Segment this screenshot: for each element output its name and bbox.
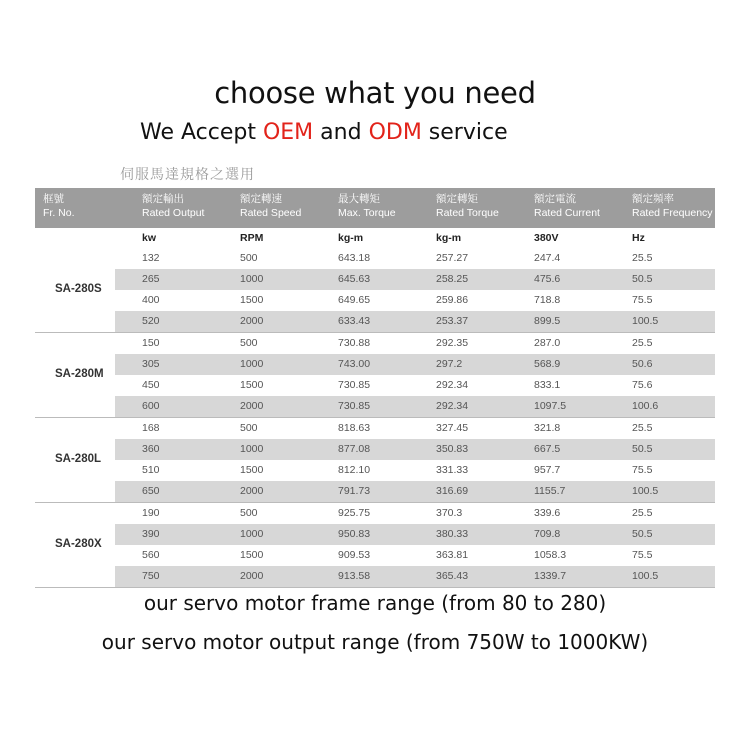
header-zh: 最大轉矩 [338,193,380,205]
table-cell: 1500 [240,294,264,306]
table-cell: 500 [240,337,258,349]
units-row [35,229,715,247]
table-row [35,396,715,417]
table-cell: 812.10 [338,464,371,476]
model-label: SA-280X [55,538,102,550]
table-cell: 877.08 [338,443,371,455]
table-cell: 743.00 [338,358,371,370]
table-cell: 287.0 [534,337,561,349]
table-row [35,439,715,460]
table-cell: 643.18 [338,252,371,264]
header-en: Max. Torque [338,207,396,219]
table-cell: 316.69 [436,485,469,497]
table-cell: 321.8 [534,422,561,434]
table-cell: 75.5 [632,549,653,561]
table-cell: 957.7 [534,464,561,476]
table-cell: 363.81 [436,549,469,561]
table-cell: 365.43 [436,570,469,582]
table-cell: 168 [142,422,160,434]
header-en: Rated Current [534,207,600,219]
accept-line [140,120,508,145]
unit-max-torque: kg-m [338,232,364,244]
table-cell: 560 [142,549,160,561]
header-en: Rated Speed [240,207,302,219]
table-cell: 247.4 [534,252,561,264]
table-cell: 500 [240,422,258,434]
table-cell: 190 [142,507,160,519]
table-cell: 305 [142,358,160,370]
table-cell: 833.1 [534,379,561,391]
header-zh: 額定轉速 [240,193,282,205]
table-cell: 258.25 [436,273,469,285]
frame-range-text: our servo motor frame range (from 80 to 280) [143,591,607,615]
model-group [35,503,715,588]
table-cell: 100.6 [632,400,659,412]
table-cell: 475.6 [534,273,561,285]
table-cell: 1000 [240,443,264,455]
table-row [35,545,715,566]
table-body [35,248,715,588]
model-group [35,333,715,418]
table-cell: 650 [142,485,160,497]
unit-current: 380V [534,232,559,244]
table-row [35,481,715,502]
table-cell: 253.37 [436,315,469,327]
unit-frequency: Hz [632,232,645,244]
header-rated-current [534,192,600,220]
table-row [35,354,715,375]
header-zh: 額定輸出 [142,193,184,205]
table-cell: 132 [142,252,160,264]
table-cell: 718.8 [534,294,561,306]
table-cell: 50.5 [632,273,653,285]
table-row [35,375,715,396]
table-cell: 510 [142,464,160,476]
table-cell: 259.86 [436,294,469,306]
header-zh: 額定頻率 [632,193,674,205]
table-cell: 350.83 [436,443,469,455]
table-cell: 50.5 [632,443,653,455]
header-en: Rated Torque [436,207,499,219]
accept-post: service [421,120,508,145]
table-cell: 2000 [240,315,264,327]
model-group [35,248,715,333]
table-cell: 667.5 [534,443,561,455]
model-label: SA-280L [55,453,102,465]
table-row [35,311,715,332]
model-label: SA-280M [55,368,104,380]
accept-pre: We Accept [140,120,263,145]
table-cell: 450 [142,379,160,391]
table-header [35,188,715,228]
table-cell: 913.58 [338,570,371,582]
table-row [35,503,715,524]
unit-rated-torque: kg-m [436,232,462,244]
table-cell: 2000 [240,400,264,412]
table-cell: 380.33 [436,528,469,540]
table-cell: 292.35 [436,337,469,349]
table-cell: 390 [142,528,160,540]
table-row [35,333,715,354]
table-row [35,566,715,587]
table-cell: 925.75 [338,507,371,519]
table-cell: 1058.3 [534,549,567,561]
table-cell: 327.45 [436,422,469,434]
header-en: Fr. No. [43,207,75,219]
odm-text: ODM [368,120,422,145]
headline: choose what you need [214,76,536,110]
table-cell: 331.33 [436,464,469,476]
table-cell: 75.5 [632,464,653,476]
table-cell: 730.88 [338,337,371,349]
header-max-torque [338,192,396,220]
table-cell: 400 [142,294,160,306]
table-cell: 292.34 [436,400,469,412]
unit-output: kw [142,232,157,244]
table-cell: 257.27 [436,252,469,264]
table-cell: 370.3 [436,507,463,519]
model-label: SA-280S [55,283,102,295]
header-zh: 框號 [43,193,64,205]
table-subtitle: 伺服馬達規格之選用 [120,167,255,183]
table-cell: 520 [142,315,160,327]
table-cell: 2000 [240,570,264,582]
table-cell: 645.63 [338,273,371,285]
table-cell: 791.73 [338,485,371,497]
table-cell: 730.85 [338,379,371,391]
table-row [35,418,715,439]
table-cell: 1500 [240,549,264,561]
oem-text: OEM [262,120,314,145]
table-cell: 1097.5 [534,400,567,412]
table-cell: 50.6 [632,358,653,370]
header-rated-speed [240,192,301,220]
table-cell: 709.8 [534,528,561,540]
header-en: Rated Output [142,207,205,219]
table-cell: 1500 [240,464,264,476]
table-cell: 297.2 [436,358,463,370]
table-cell: 950.83 [338,528,371,540]
table-cell: 2000 [240,485,264,497]
output-range-text: our servo motor output range (from 750W to 1000KW) [101,630,649,654]
table-cell: 568.9 [534,358,561,370]
header-rated-torque [436,192,499,220]
table-cell: 730.85 [338,400,371,412]
header-zh: 額定電流 [534,193,576,205]
header-rated-frequency [632,192,713,220]
table-cell: 100.5 [632,570,659,582]
table-cell: 649.65 [338,294,371,306]
table-cell: 100.5 [632,315,659,327]
table-cell: 25.5 [632,422,653,434]
table-cell: 75.6 [632,379,653,391]
table-cell: 600 [142,400,160,412]
table-cell: 1000 [240,528,264,540]
table-cell: 25.5 [632,507,653,519]
table-cell: 339.6 [534,507,561,519]
table-cell: 265 [142,273,160,285]
table-cell: 633.43 [338,315,371,327]
table-cell: 150 [142,337,160,349]
table-cell: 899.5 [534,315,561,327]
header-zh: 額定轉矩 [436,193,478,205]
table-cell: 1000 [240,358,264,370]
table-cell: 75.5 [632,294,653,306]
table-cell: 25.5 [632,252,653,264]
table-row [35,290,715,311]
table-cell: 100.5 [632,485,659,497]
table-row [35,269,715,290]
table-row [35,248,715,269]
table-cell: 750 [142,570,160,582]
table-cell: 500 [240,507,258,519]
table-cell: 818.63 [338,422,371,434]
unit-speed: RPM [240,232,264,244]
table-cell: 500 [240,252,258,264]
accept-mid: and [313,120,369,145]
table-cell: 292.34 [436,379,469,391]
model-group [35,418,715,503]
table-cell: 1155.7 [534,485,566,497]
table-row [35,460,715,481]
table-cell: 1339.7 [534,570,567,582]
table-cell: 25.5 [632,337,653,349]
header-rated-output [142,192,204,220]
header-frame-no [43,192,75,220]
table-cell: 1500 [240,379,264,391]
table-cell: 50.5 [632,528,653,540]
table-cell: 909.53 [338,549,371,561]
header-en: Rated Frequency [632,207,713,219]
table-cell: 360 [142,443,160,455]
table-cell: 1000 [240,273,264,285]
table-row [35,524,715,545]
